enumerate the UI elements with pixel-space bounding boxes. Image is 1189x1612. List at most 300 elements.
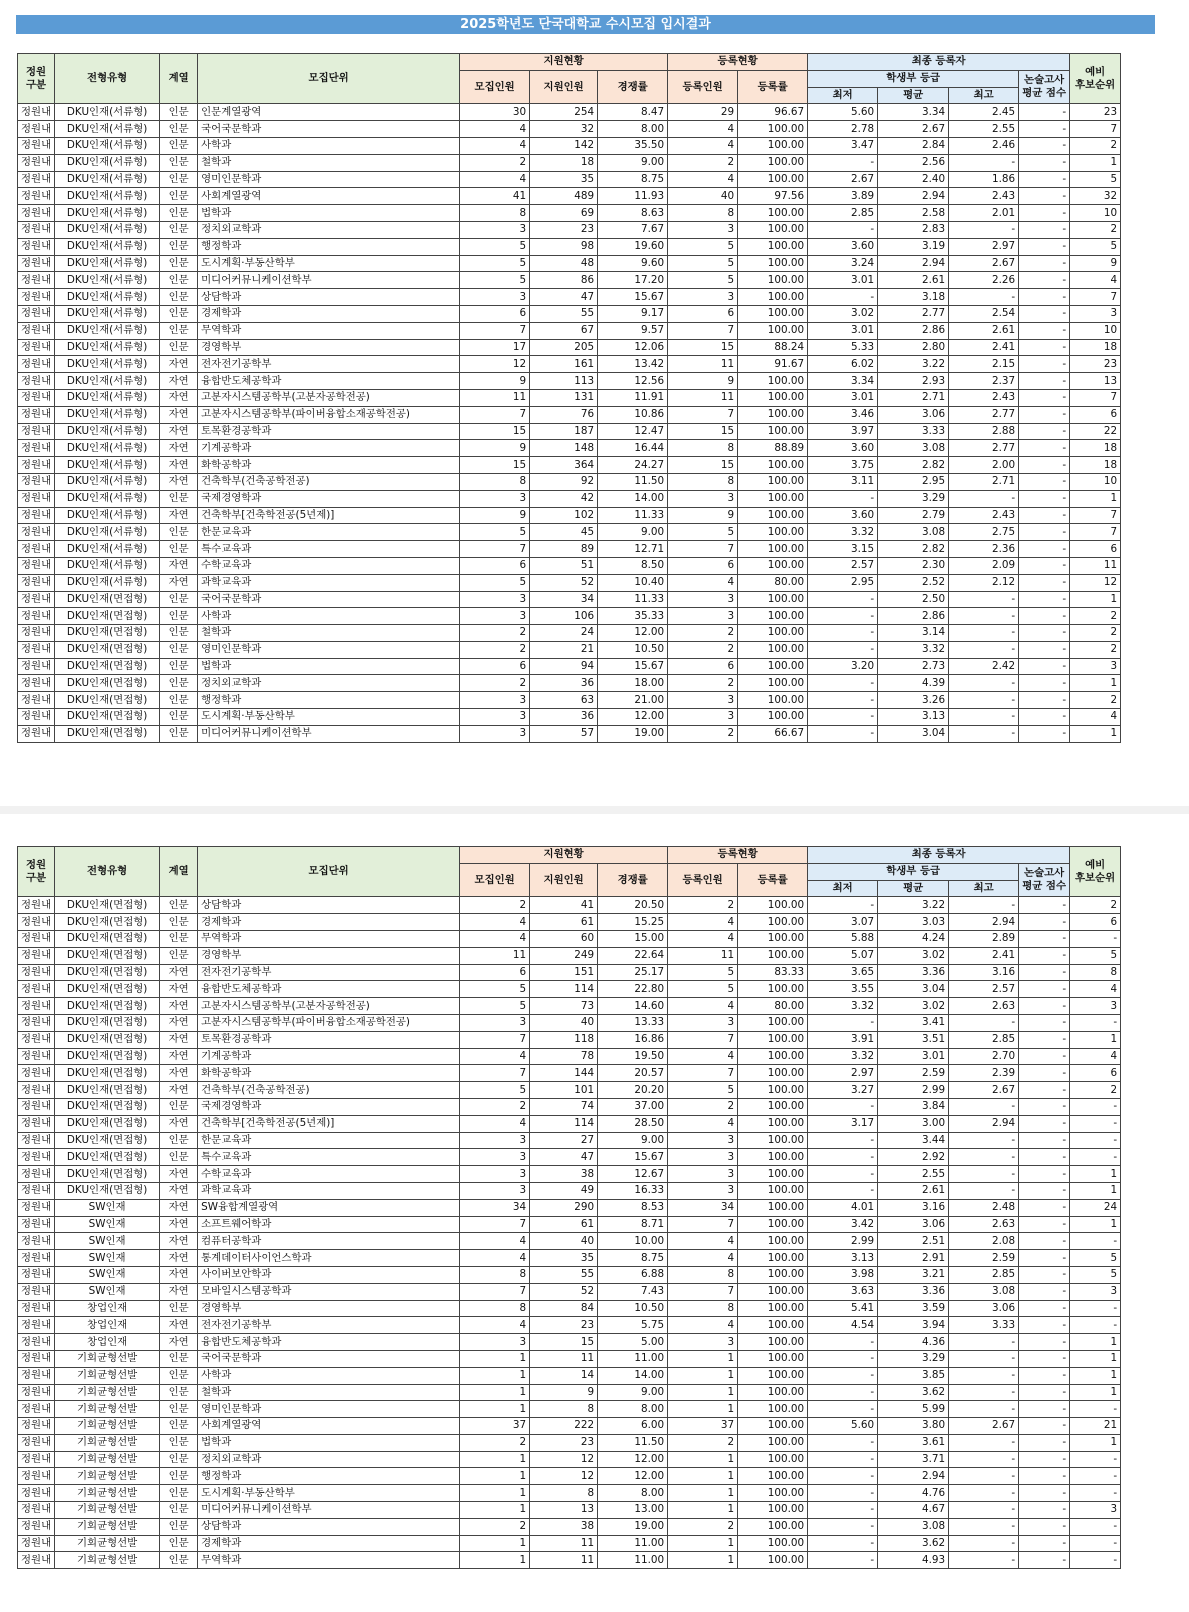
cell-reg-rate: 100.00 [738, 1485, 808, 1502]
cell-grade-max: - [949, 709, 1019, 726]
cell-unit: 경제학과 [198, 305, 460, 322]
cell-recruit: 15 [460, 423, 530, 440]
cell-reg-count: 5 [668, 981, 738, 998]
cell-reg-count: 7 [668, 322, 738, 339]
cell-reg-rate: 88.89 [738, 440, 808, 457]
cell-reg-count: 4 [668, 574, 738, 591]
cell-applicants: 55 [530, 305, 598, 322]
col-min: 최저 [808, 880, 878, 897]
cell-grade-avg: 2.58 [878, 205, 949, 222]
cell-ratio: 12.71 [598, 541, 668, 558]
cell-quota-type: 정원내 [18, 1451, 55, 1468]
cell-essay-score: - [1019, 457, 1070, 474]
cell-quota-type: 정원내 [18, 1199, 55, 1216]
cell-field: 인문 [160, 137, 198, 154]
cell-unit: 고분자시스템공학부(파이버융합소재공학전공) [198, 406, 460, 423]
cell-grade-min: - [808, 1132, 878, 1149]
cell-reg-count: 11 [668, 389, 738, 406]
table-row [18, 608, 1121, 625]
cell-grade-max: 2.75 [949, 524, 1019, 541]
cell-grade-min: 3.11 [808, 473, 878, 490]
cell-essay-score: - [1019, 1384, 1070, 1401]
cell-recruit: 6 [460, 305, 530, 322]
table-row [18, 1317, 1121, 1334]
cell-field: 인문 [160, 1300, 198, 1317]
cell-grade-min: - [808, 725, 878, 742]
col-essay: 논술고사 평균 점수 [1019, 863, 1070, 897]
cell-grade-max: 2.85 [949, 1031, 1019, 1048]
cell-grade-max: - [949, 1552, 1019, 1569]
cell-ratio: 12.67 [598, 1166, 668, 1183]
cell-grade-avg: 3.26 [878, 692, 949, 709]
cell-reg-rate: 100.00 [738, 205, 808, 222]
cell-reg-rate: 100.00 [738, 373, 808, 390]
cell-field: 자연 [160, 406, 198, 423]
table-row [18, 1182, 1121, 1199]
cell-quota-type: 정원내 [18, 998, 55, 1015]
cell-waitlist: - [1070, 930, 1121, 947]
cell-grade-avg: 2.51 [878, 1233, 949, 1250]
cell-admission-type: 기회균형선발 [55, 1350, 160, 1367]
cell-reg-rate: 100.00 [738, 1552, 808, 1569]
cell-ratio: 9.00 [598, 524, 668, 541]
cell-grade-max: 2.94 [949, 914, 1019, 931]
cell-admission-type: SW인재 [55, 1199, 160, 1216]
cell-recruit: 7 [460, 406, 530, 423]
cell-recruit: 3 [460, 289, 530, 306]
cell-grade-min: - [808, 591, 878, 608]
cell-recruit: 9 [460, 373, 530, 390]
cell-reg-rate: 100.00 [738, 255, 808, 272]
cell-reg-count: 2 [668, 725, 738, 742]
cell-grade-min: - [808, 608, 878, 625]
cell-recruit: 8 [460, 1300, 530, 1317]
cell-ratio: 8.63 [598, 205, 668, 222]
cell-recruit: 12 [460, 356, 530, 373]
col-recruit: 모집인원 [460, 863, 530, 897]
cell-applicants: 32 [530, 121, 598, 138]
cell-recruit: 4 [460, 1317, 530, 1334]
cell-essay-score: - [1019, 1300, 1070, 1317]
cell-recruit: 4 [460, 914, 530, 931]
col-admission-type: 전형유형 [55, 847, 160, 897]
cell-unit: 상담학과 [198, 289, 460, 306]
cell-grade-avg: 3.08 [878, 1518, 949, 1535]
cell-field: 자연 [160, 1283, 198, 1300]
cell-reg-rate: 100.00 [738, 457, 808, 474]
cell-reg-rate: 91.67 [738, 356, 808, 373]
col-avg: 평균 [878, 880, 949, 897]
cell-admission-type: DKU인재(서류형) [55, 524, 160, 541]
cell-grade-max: 2.88 [949, 423, 1019, 440]
cell-quota-type: 정원내 [18, 541, 55, 558]
cell-applicants: 8 [530, 1401, 598, 1418]
cell-applicants: 69 [530, 205, 598, 222]
cell-waitlist: 1 [1070, 1434, 1121, 1451]
cell-recruit: 11 [460, 389, 530, 406]
cell-unit: 법학과 [198, 1434, 460, 1451]
cell-recruit: 9 [460, 440, 530, 457]
cell-applicants: 47 [530, 1149, 598, 1166]
cell-quota-type: 정원내 [18, 1468, 55, 1485]
cell-reg-rate: 100.00 [738, 981, 808, 998]
cell-field: 인문 [160, 1468, 198, 1485]
cell-applicants: 290 [530, 1199, 598, 1216]
cell-reg-rate: 100.00 [738, 221, 808, 238]
cell-admission-type: DKU인재(면접형) [55, 1098, 160, 1115]
cell-ratio: 15.67 [598, 658, 668, 675]
table-row [18, 1418, 1121, 1435]
cell-applicants: 36 [530, 709, 598, 726]
cell-admission-type: DKU인재(면접형) [55, 1182, 160, 1199]
cell-ratio: 8.75 [598, 171, 668, 188]
cell-grade-avg: 3.29 [878, 1350, 949, 1367]
cell-reg-count: 29 [668, 104, 738, 121]
cell-field: 인문 [160, 1367, 198, 1384]
cell-quota-type: 정원내 [18, 205, 55, 222]
cell-grade-max: - [949, 1468, 1019, 1485]
cell-recruit: 2 [460, 1098, 530, 1115]
cell-ratio: 22.80 [598, 981, 668, 998]
table-row [18, 964, 1121, 981]
cell-grade-min: - [808, 1166, 878, 1183]
cell-essay-score: - [1019, 1250, 1070, 1267]
cell-ratio: 14.60 [598, 998, 668, 1015]
cell-grade-avg: 2.91 [878, 1250, 949, 1267]
table-row [18, 104, 1121, 121]
cell-grade-avg: 3.13 [878, 709, 949, 726]
cell-quota-type: 정원내 [18, 1031, 55, 1048]
cell-reg-count: 3 [668, 1182, 738, 1199]
group-grade: 학생부 등급 [808, 863, 1019, 880]
table-row [18, 1334, 1121, 1351]
cell-grade-min: 3.89 [808, 188, 878, 205]
cell-grade-min: 5.41 [808, 1300, 878, 1317]
cell-grade-min: 3.20 [808, 658, 878, 675]
cell-reg-rate: 97.56 [738, 188, 808, 205]
cell-grade-max: - [949, 1485, 1019, 1502]
cell-reg-rate: 100.00 [738, 272, 808, 289]
cell-grade-min: - [808, 1468, 878, 1485]
table-row [18, 591, 1121, 608]
cell-recruit: 2 [460, 897, 530, 914]
cell-unit: 사이버보안학과 [198, 1266, 460, 1283]
cell-quota-type: 정원내 [18, 1098, 55, 1115]
cell-grade-max: 2.77 [949, 440, 1019, 457]
cell-grade-max: 2.46 [949, 137, 1019, 154]
cell-waitlist: 3 [1070, 658, 1121, 675]
cell-grade-avg: 3.22 [878, 897, 949, 914]
cell-ratio: 9.17 [598, 305, 668, 322]
table-row [18, 171, 1121, 188]
cell-applicants: 144 [530, 1065, 598, 1082]
cell-quota-type: 정원내 [18, 1082, 55, 1099]
cell-grade-min: - [808, 675, 878, 692]
cell-waitlist: - [1070, 1115, 1121, 1132]
cell-field: 자연 [160, 1082, 198, 1099]
cell-admission-type: DKU인재(면접형) [55, 1065, 160, 1082]
cell-essay-score: - [1019, 897, 1070, 914]
cell-reg-count: 3 [668, 1014, 738, 1031]
cell-quota-type: 정원내 [18, 1418, 55, 1435]
cell-ratio: 12.47 [598, 423, 668, 440]
cell-essay-score: - [1019, 557, 1070, 574]
cell-reg-count: 37 [668, 1418, 738, 1435]
cell-essay-score: - [1019, 221, 1070, 238]
group-final: 최종 등록자 [808, 54, 1070, 71]
cell-reg-count: 4 [668, 998, 738, 1015]
cell-grade-max: 2.55 [949, 121, 1019, 138]
cell-admission-type: DKU인재(면접형) [55, 1048, 160, 1065]
cell-admission-type: DKU인재(서류형) [55, 121, 160, 138]
cell-unit: 무역학과 [198, 322, 460, 339]
cell-applicants: 9 [530, 1384, 598, 1401]
cell-essay-score: - [1019, 440, 1070, 457]
cell-grade-avg: 3.71 [878, 1451, 949, 1468]
cell-reg-rate: 100.00 [738, 897, 808, 914]
cell-reg-rate: 100.00 [738, 1535, 808, 1552]
cell-reg-rate: 100.00 [738, 1115, 808, 1132]
cell-ratio: 8.53 [598, 1199, 668, 1216]
cell-grade-max: - [949, 1518, 1019, 1535]
table-row [18, 641, 1121, 658]
cell-quota-type: 정원내 [18, 406, 55, 423]
cell-grade-max: 2.89 [949, 930, 1019, 947]
table-row [18, 574, 1121, 591]
cell-essay-score: - [1019, 423, 1070, 440]
cell-grade-min: - [808, 1149, 878, 1166]
cell-grade-avg: 2.71 [878, 389, 949, 406]
cell-grade-avg: 3.32 [878, 641, 949, 658]
cell-waitlist: 4 [1070, 1048, 1121, 1065]
cell-admission-type: 기회균형선발 [55, 1418, 160, 1435]
cell-essay-score: - [1019, 1031, 1070, 1048]
cell-reg-count: 8 [668, 1300, 738, 1317]
cell-grade-avg: 2.95 [878, 473, 949, 490]
cell-field: 자연 [160, 457, 198, 474]
cell-unit: 경영학부 [198, 1300, 460, 1317]
cell-waitlist: - [1070, 1098, 1121, 1115]
cell-waitlist: 2 [1070, 1082, 1121, 1099]
cell-reg-count: 7 [668, 406, 738, 423]
table-row [18, 305, 1121, 322]
cell-unit: 전자전기공학부 [198, 1317, 460, 1334]
cell-waitlist: 11 [1070, 557, 1121, 574]
cell-waitlist: 18 [1070, 339, 1121, 356]
cell-grade-max: - [949, 1451, 1019, 1468]
cell-grade-max: 2.36 [949, 541, 1019, 558]
table-row [18, 289, 1121, 306]
table-row [18, 692, 1121, 709]
cell-grade-avg: 2.82 [878, 541, 949, 558]
cell-unit: 도시계획·부동산학부 [198, 1485, 460, 1502]
cell-essay-score: - [1019, 914, 1070, 931]
cell-essay-score: - [1019, 1048, 1070, 1065]
cell-grade-avg: 2.93 [878, 373, 949, 390]
cell-ratio: 11.50 [598, 1434, 668, 1451]
cell-admission-type: DKU인재(면접형) [55, 1149, 160, 1166]
cell-essay-score: - [1019, 272, 1070, 289]
cell-admission-type: DKU인재(면접형) [55, 675, 160, 692]
cell-grade-min: - [808, 1434, 878, 1451]
cell-recruit: 2 [460, 675, 530, 692]
cell-admission-type: DKU인재(서류형) [55, 339, 160, 356]
cell-waitlist: 18 [1070, 457, 1121, 474]
cell-reg-count: 3 [668, 1334, 738, 1351]
cell-reg-count: 1 [668, 1367, 738, 1384]
col-quota-type: 정원 구분 [18, 54, 55, 104]
cell-unit: 사회계열광역 [198, 1418, 460, 1435]
cell-essay-score: - [1019, 981, 1070, 998]
cell-field: 인문 [160, 305, 198, 322]
cell-reg-count: 3 [668, 289, 738, 306]
table-row [18, 998, 1121, 1015]
cell-essay-score: - [1019, 238, 1070, 255]
cell-waitlist: - [1070, 1300, 1121, 1317]
cell-quota-type: 정원내 [18, 658, 55, 675]
cell-field: 인문 [160, 1434, 198, 1451]
cell-quota-type: 정원내 [18, 625, 55, 642]
cell-waitlist: 1 [1070, 1350, 1121, 1367]
cell-grade-max: 3.08 [949, 1283, 1019, 1300]
cell-quota-type: 정원내 [18, 305, 55, 322]
col-reg-rate: 등록률 [738, 70, 808, 104]
cell-admission-type: SW인재 [55, 1233, 160, 1250]
cell-unit: 경영학부 [198, 339, 460, 356]
cell-admission-type: DKU인재(서류형) [55, 255, 160, 272]
cell-grade-avg: 3.18 [878, 289, 949, 306]
table-row [18, 1149, 1121, 1166]
cell-grade-max: 2.59 [949, 1250, 1019, 1267]
table-row [18, 322, 1121, 339]
cell-waitlist: 2 [1070, 608, 1121, 625]
cell-grade-avg: 2.99 [878, 1082, 949, 1099]
table-row [18, 709, 1121, 726]
cell-essay-score: - [1019, 1367, 1070, 1384]
cell-grade-min: - [808, 1098, 878, 1115]
cell-ratio: 15.67 [598, 289, 668, 306]
cell-waitlist: 22 [1070, 423, 1121, 440]
cell-reg-rate: 100.00 [738, 154, 808, 171]
cell-unit: 토목환경공학과 [198, 423, 460, 440]
cell-waitlist: 10 [1070, 322, 1121, 339]
table-body-2 [18, 897, 1121, 1569]
cell-grade-max: - [949, 1502, 1019, 1519]
cell-recruit: 4 [460, 1233, 530, 1250]
cell-ratio: 10.50 [598, 1300, 668, 1317]
cell-field: 인문 [160, 608, 198, 625]
cell-applicants: 102 [530, 507, 598, 524]
cell-grade-avg: 3.21 [878, 1266, 949, 1283]
cell-waitlist: 7 [1070, 507, 1121, 524]
col-max: 최고 [949, 87, 1019, 104]
cell-field: 인문 [160, 625, 198, 642]
table-row [18, 725, 1121, 742]
cell-reg-count: 8 [668, 473, 738, 490]
cell-admission-type: 기회균형선발 [55, 1485, 160, 1502]
cell-admission-type: DKU인재(면접형) [55, 914, 160, 931]
cell-quota-type: 정원내 [18, 897, 55, 914]
cell-ratio: 5.75 [598, 1317, 668, 1334]
cell-grade-avg: 3.14 [878, 625, 949, 642]
cell-reg-rate: 100.00 [738, 121, 808, 138]
cell-waitlist: 1 [1070, 1334, 1121, 1351]
cell-reg-rate: 100.00 [738, 1166, 808, 1183]
cell-grade-max: 2.43 [949, 188, 1019, 205]
cell-applicants: 222 [530, 1418, 598, 1435]
cell-admission-type: SW인재 [55, 1216, 160, 1233]
cell-essay-score: - [1019, 1434, 1070, 1451]
cell-field: 인문 [160, 709, 198, 726]
cell-grade-avg: 3.62 [878, 1535, 949, 1552]
col-applicants: 지원인원 [530, 863, 598, 897]
cell-waitlist: 12 [1070, 574, 1121, 591]
cell-grade-min: 2.78 [808, 121, 878, 138]
cell-reg-rate: 100.00 [738, 1283, 808, 1300]
cell-grade-max: 2.77 [949, 406, 1019, 423]
cell-grade-max: 2.01 [949, 205, 1019, 222]
cell-recruit: 1 [460, 1552, 530, 1569]
cell-recruit: 7 [460, 322, 530, 339]
cell-quota-type: 정원내 [18, 457, 55, 474]
cell-grade-min: 3.02 [808, 305, 878, 322]
cell-recruit: 15 [460, 457, 530, 474]
cell-unit: 무역학과 [198, 1552, 460, 1569]
cell-reg-rate: 100.00 [738, 541, 808, 558]
cell-ratio: 6.00 [598, 1418, 668, 1435]
cell-ratio: 20.57 [598, 1065, 668, 1082]
cell-ratio: 11.50 [598, 473, 668, 490]
cell-applicants: 36 [530, 675, 598, 692]
cell-reg-count: 3 [668, 692, 738, 709]
cell-recruit: 7 [460, 541, 530, 558]
cell-recruit: 3 [460, 725, 530, 742]
cell-waitlist: 3 [1070, 305, 1121, 322]
cell-essay-score: - [1019, 154, 1070, 171]
table-row [18, 1518, 1121, 1535]
cell-grade-max: - [949, 221, 1019, 238]
cell-grade-avg: 3.06 [878, 1216, 949, 1233]
cell-admission-type: DKU인재(면접형) [55, 998, 160, 1015]
cell-essay-score: - [1019, 1552, 1070, 1569]
cell-admission-type: 기회균형선발 [55, 1468, 160, 1485]
cell-unit: 도시계획·부동산학부 [198, 255, 460, 272]
cell-unit: 경제학과 [198, 1535, 460, 1552]
cell-unit: 사학과 [198, 1367, 460, 1384]
cell-recruit: 1 [460, 1468, 530, 1485]
cell-waitlist: 2 [1070, 625, 1121, 642]
cell-applicants: 148 [530, 440, 598, 457]
cell-essay-score: - [1019, 1132, 1070, 1149]
cell-ratio: 9.00 [598, 1384, 668, 1401]
cell-grade-avg: 4.67 [878, 1502, 949, 1519]
cell-waitlist: 7 [1070, 289, 1121, 306]
cell-grade-min: - [808, 897, 878, 914]
table-row [18, 1350, 1121, 1367]
cell-grade-max: 3.06 [949, 1300, 1019, 1317]
cell-applicants: 98 [530, 238, 598, 255]
cell-grade-min: 2.95 [808, 574, 878, 591]
cell-quota-type: 정원내 [18, 1367, 55, 1384]
col-field: 계열 [160, 54, 198, 104]
table-row [18, 1401, 1121, 1418]
cell-quota-type: 정원내 [18, 1132, 55, 1149]
cell-recruit: 2 [460, 154, 530, 171]
cell-grade-min: - [808, 1334, 878, 1351]
cell-unit: 한문교육과 [198, 524, 460, 541]
cell-admission-type: DKU인재(서류형) [55, 238, 160, 255]
cell-essay-score: - [1019, 490, 1070, 507]
